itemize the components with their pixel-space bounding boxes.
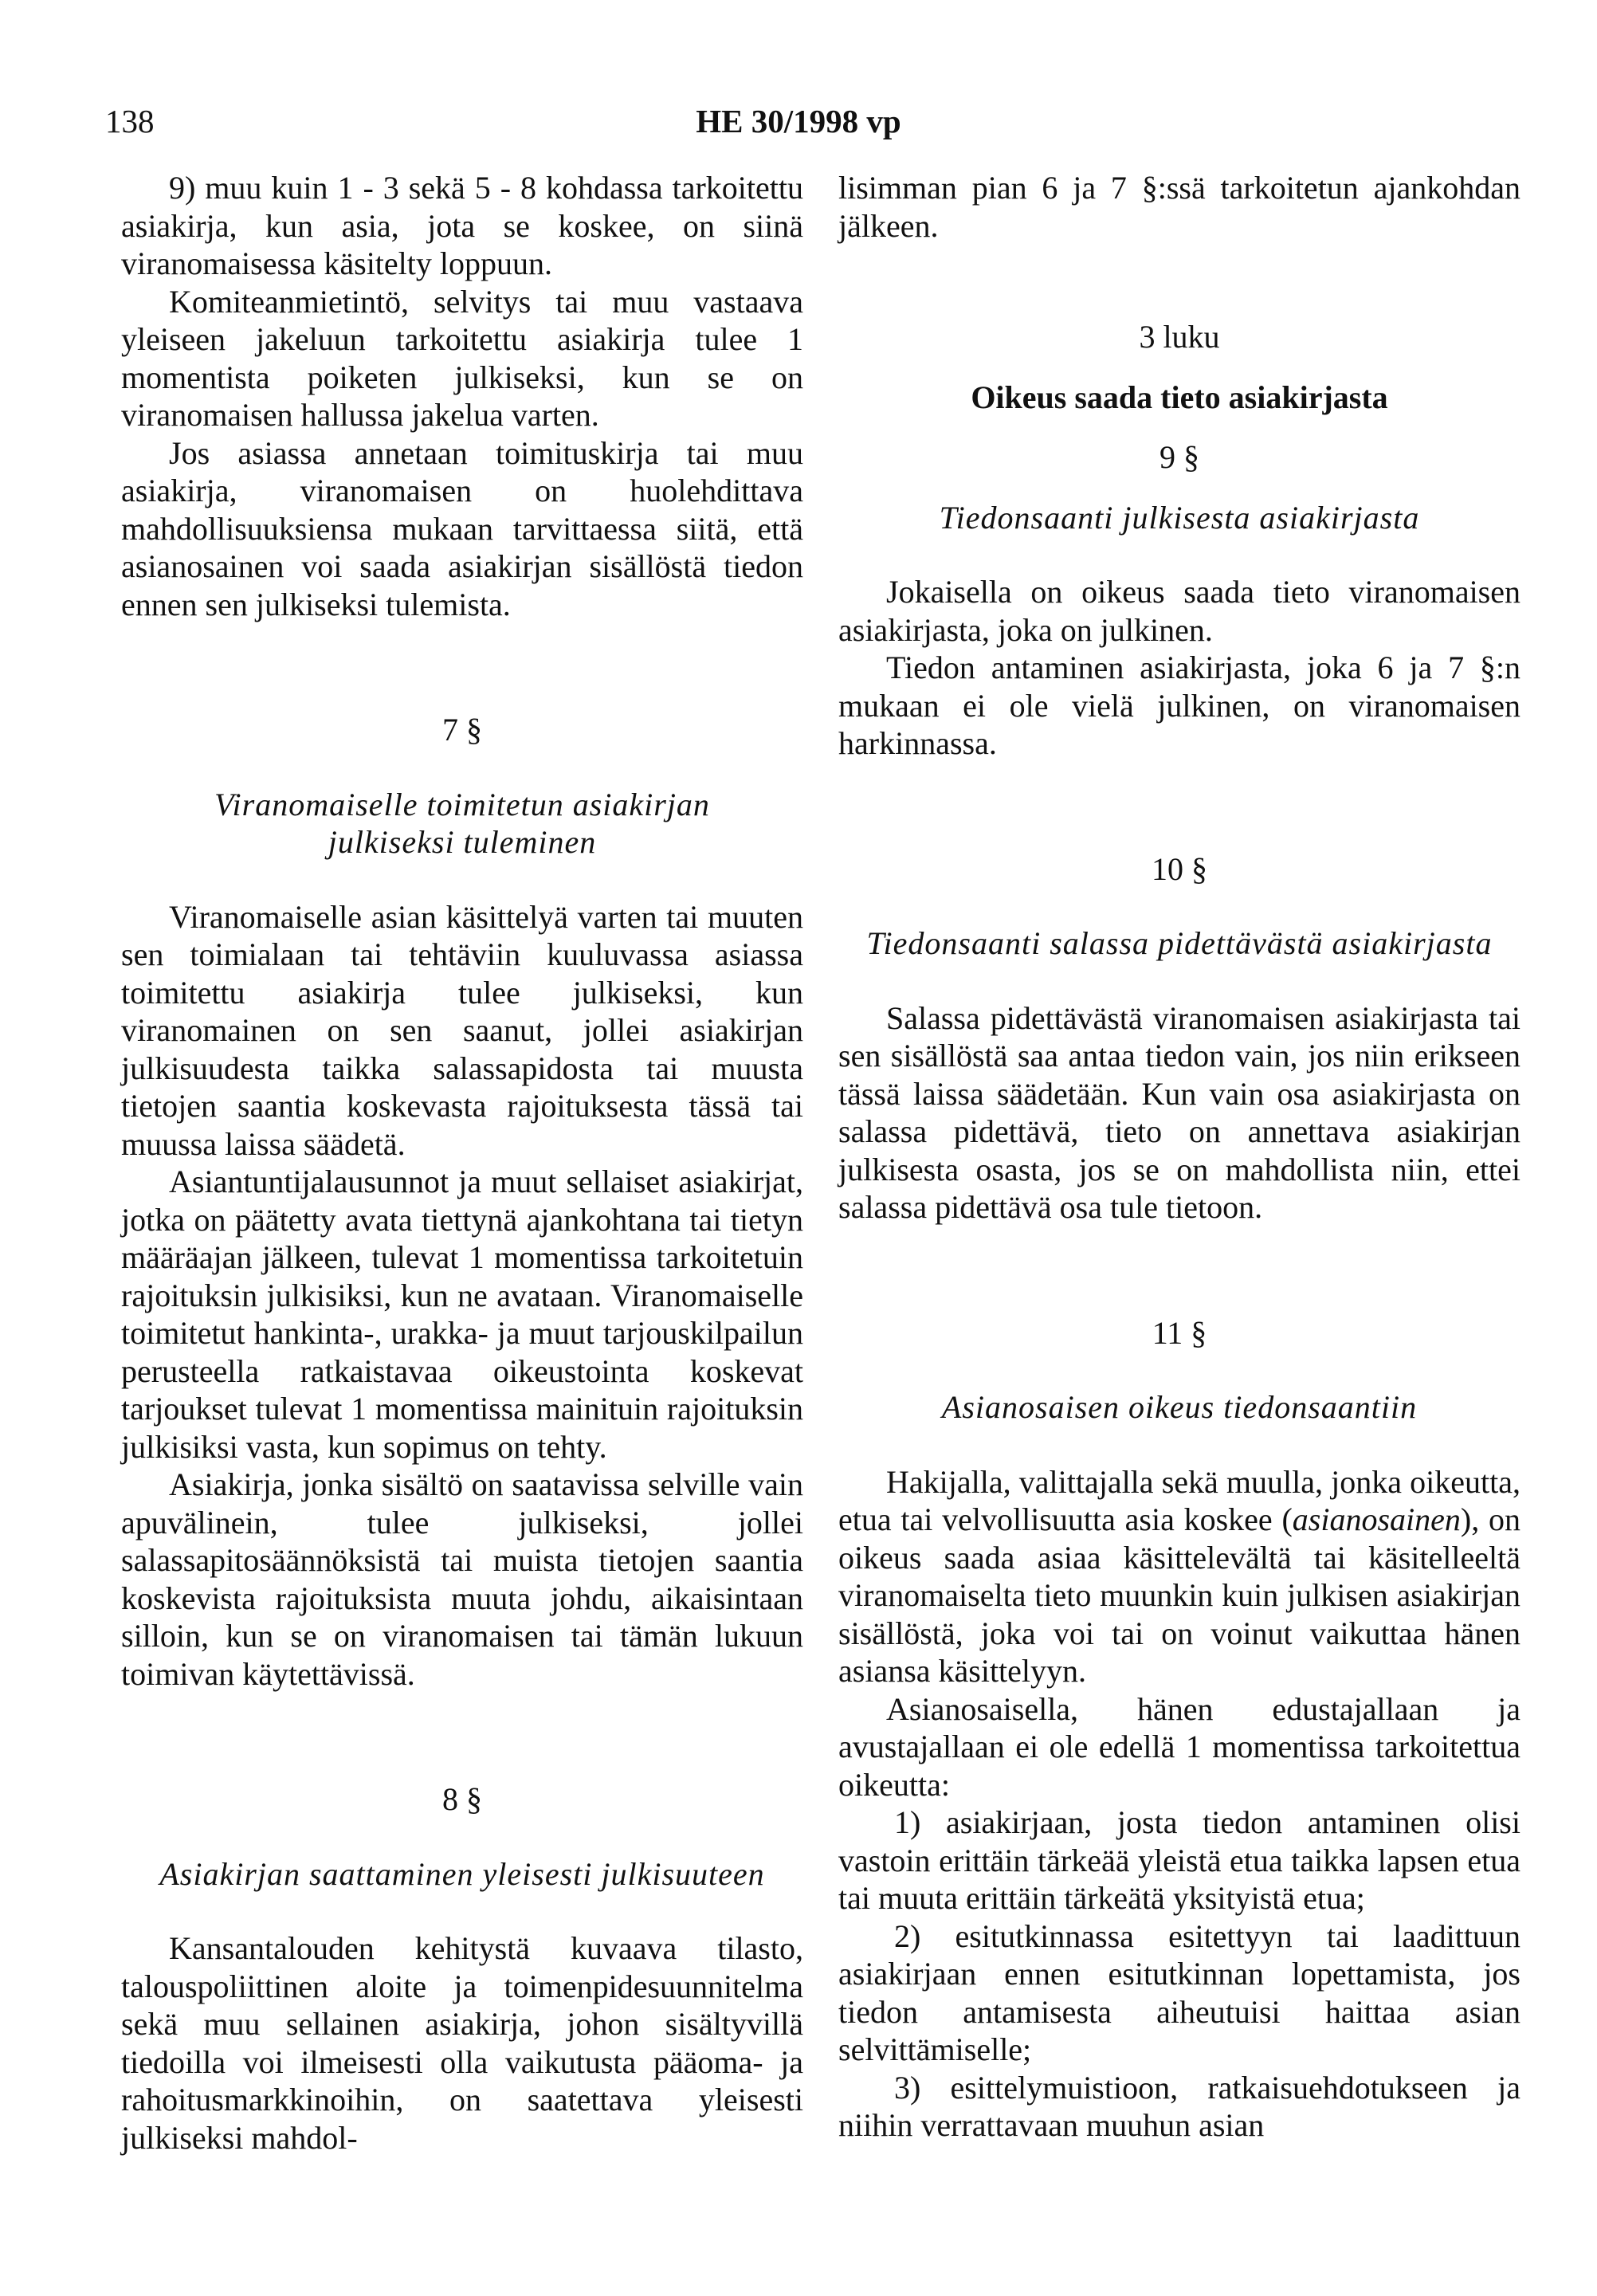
chapter-number: 3 luku [1139,319,1220,355]
paragraph: Kansantalouden kehitystä kuvaava tilasto, talouspoliittinen aloite ja toimenpidesuunnitelma sekä muu sellainen asiakirja, johon sisältyvillä tiedoilla voi ilmeisesti olla vaikutusta pääoma- ja rahoitusmarkkinoihin, on saatettava yleisesti julkiseksi mahdol- [121,1930,803,2156]
section-number: 9 § [1159,439,1199,475]
paragraph: Viranomaiselle asian käsittelyä varten tai muuten sen toimialaan tai tehtäviin kuuluvassa asiassa toimitettu asiakirja tulee julkiseksi, kun viranomainen on sen saanut, jollei asiakirjan julkisuudesta taikka salassapidosta tai muusta tietojen saantia koskevasta rajoituksesta tässä tai muussa laissa säädetä. [121,898,803,1162]
document-id: HE 30/1998 vp [696,103,901,139]
section-number: 7 § [442,712,482,748]
paragraph: lisimman pian 6 ja 7 §:ssä tarkoitetun ajankohdan jälkeen. [838,170,1520,244]
section-title: Tiedonsaanti julkisesta asiakirjasta [939,499,1420,536]
paragraph: 9) muu kuin 1 - 3 sekä 5 - 8 kohdassa tarkoitettu asiakirja, kun asia, jota se koskee, on siinä viranomaisessa käsitelty loppuun. [121,170,803,281]
paragraph: Asianosaisella, hänen edustajallaan ja avustajallaan ei ole edellä 1 momentissa tarkoitettua oikeutta: [838,1690,1520,1803]
section-title: Asiakirjan saattaminen yleisesti julkisuuteen [159,1855,765,1892]
section-number: 11 § [1152,1314,1207,1351]
paragraph-text: ), on oikeus saada asiaa käsittelevältä tai käsitelleeltä viranomaiselta tieto muunkin kuin julkisen asiakirjan sisällöstä, joka voi tai on voinut vaikuttaa hänen asiansa käsittelyyn. [838,1501,1520,1689]
paragraph: Jokaisella on oikeus saada tieto viranomaisen asiakirjasta, joka on julkinen. [838,574,1520,648]
list-item: 3) esittelymuistioon, ratkaisuehdotukseen ja niihin verrattavaan muuhun asian [838,2069,1520,2143]
chapter-title: Oikeus saada tieto asiakirjasta [971,379,1388,415]
section-title: Asianosaisen oikeus tiedonsaantiin [941,1389,1418,1425]
paragraph: Komiteanmietintö, selvitys tai muu vastaava yleiseen jakeluun tarkoitettu asiakirja tulee 1 momentista poiketen julkiseksi, kun se on viranomaisen hallussa jakelua varten. [121,283,803,433]
list-item: 1) asiakirjaan, josta tiedon antaminen olisi vastoin erittäin tärkeää yleistä etua taikka lapsen etua tai muuta erittäin tärkeätä yksityistä etua; [838,1804,1520,1916]
paragraph: Salassa pidettävästä viranomaisen asiakirjasta tai sen sisällöstä saa antaa tiedon vain, jos niin erikseen tässä laissa säädetään. Kun vain osa asiakirjasta on salassa pidettävä, tieto on annettava asiakirjan julkisesta osasta, jos se on mahdollista niin, ettei salassa pidettävä osa tule tietoon. [838,999,1520,1225]
paragraph-text: Hakijalla, valittajalla sekä muulla, jonka oikeutta, etua tai velvollisuutta asia koskee ( [838,1463,1520,1537]
left-column [121,169,803,2157]
section-number: 8 § [442,1781,482,1817]
section-number: 10 § [1152,850,1207,887]
paragraph: Asiantuntijalausunnot ja muut sellaiset asiakirjat, jotka on päätetty avata tiettynä ajankohtana tai tietyn määräajan jälkeen, tulevat 1 momentissa tarkoitetuin rajoituksin julkisiksi, kun ne avataan. Viranomaiselle toimitetut hankinta-, urakka- ja muut tarjouskilpailun perusteella ratkaistavaa oikeustointa koskevat tarjoukset tulevat 1 momentissa mainituin rajoituksin julkisiksi vasta, kun sopimus on tehty. [121,1164,803,1465]
section-title-line: julkiseksi tuleminen [328,824,597,860]
right-column [838,169,1520,2145]
section-title [121,786,803,861]
list-item: 2) esitutkinnassa esitettyyn tai laadittuun asiakirjaan ennen esitutkinnan lopettamista, jos tiedon antamisesta aiheutuisi haittaa asian selvittämiselle; [838,1917,1520,2067]
italic-term: asianosainen [1292,1501,1461,1537]
page-header [0,102,1597,147]
section-title: Tiedonsaanti salassa pidettävästä asiakirjasta [866,925,1493,961]
paragraph [838,1463,1520,1690]
section-title-line: Viranomaiselle toimitetun asiakirjan [214,786,710,822]
paragraph: Asiakirja, jonka sisältö on saatavissa selville vain apuvälinein, tulee julkiseksi, jollei salassapitosäännöksistä tai muista tietojen saantia koskevista rajoituksista muuta johdu, aikaisintaan silloin, kun se on viranomaisen tai tämän lukuun toimivan käytettävissä. [121,1466,803,1692]
page-number: 138 [105,103,155,139]
paragraph: Jos asiassa annetaan toimituskirja tai muu asiakirja, viranomaisen on huolehdittava mahdollisuuksiensa mukaan tarvittaessa siitä, että asianosainen voi saada asiakirjan sisällöstä tiedon ennen sen julkiseksi tulemista. [121,434,803,622]
paragraph: Tiedon antaminen asiakirjasta, joka 6 ja 7 §:n mukaan ei ole vielä julkinen, on viranomaisen harkinnassa. [838,650,1520,761]
